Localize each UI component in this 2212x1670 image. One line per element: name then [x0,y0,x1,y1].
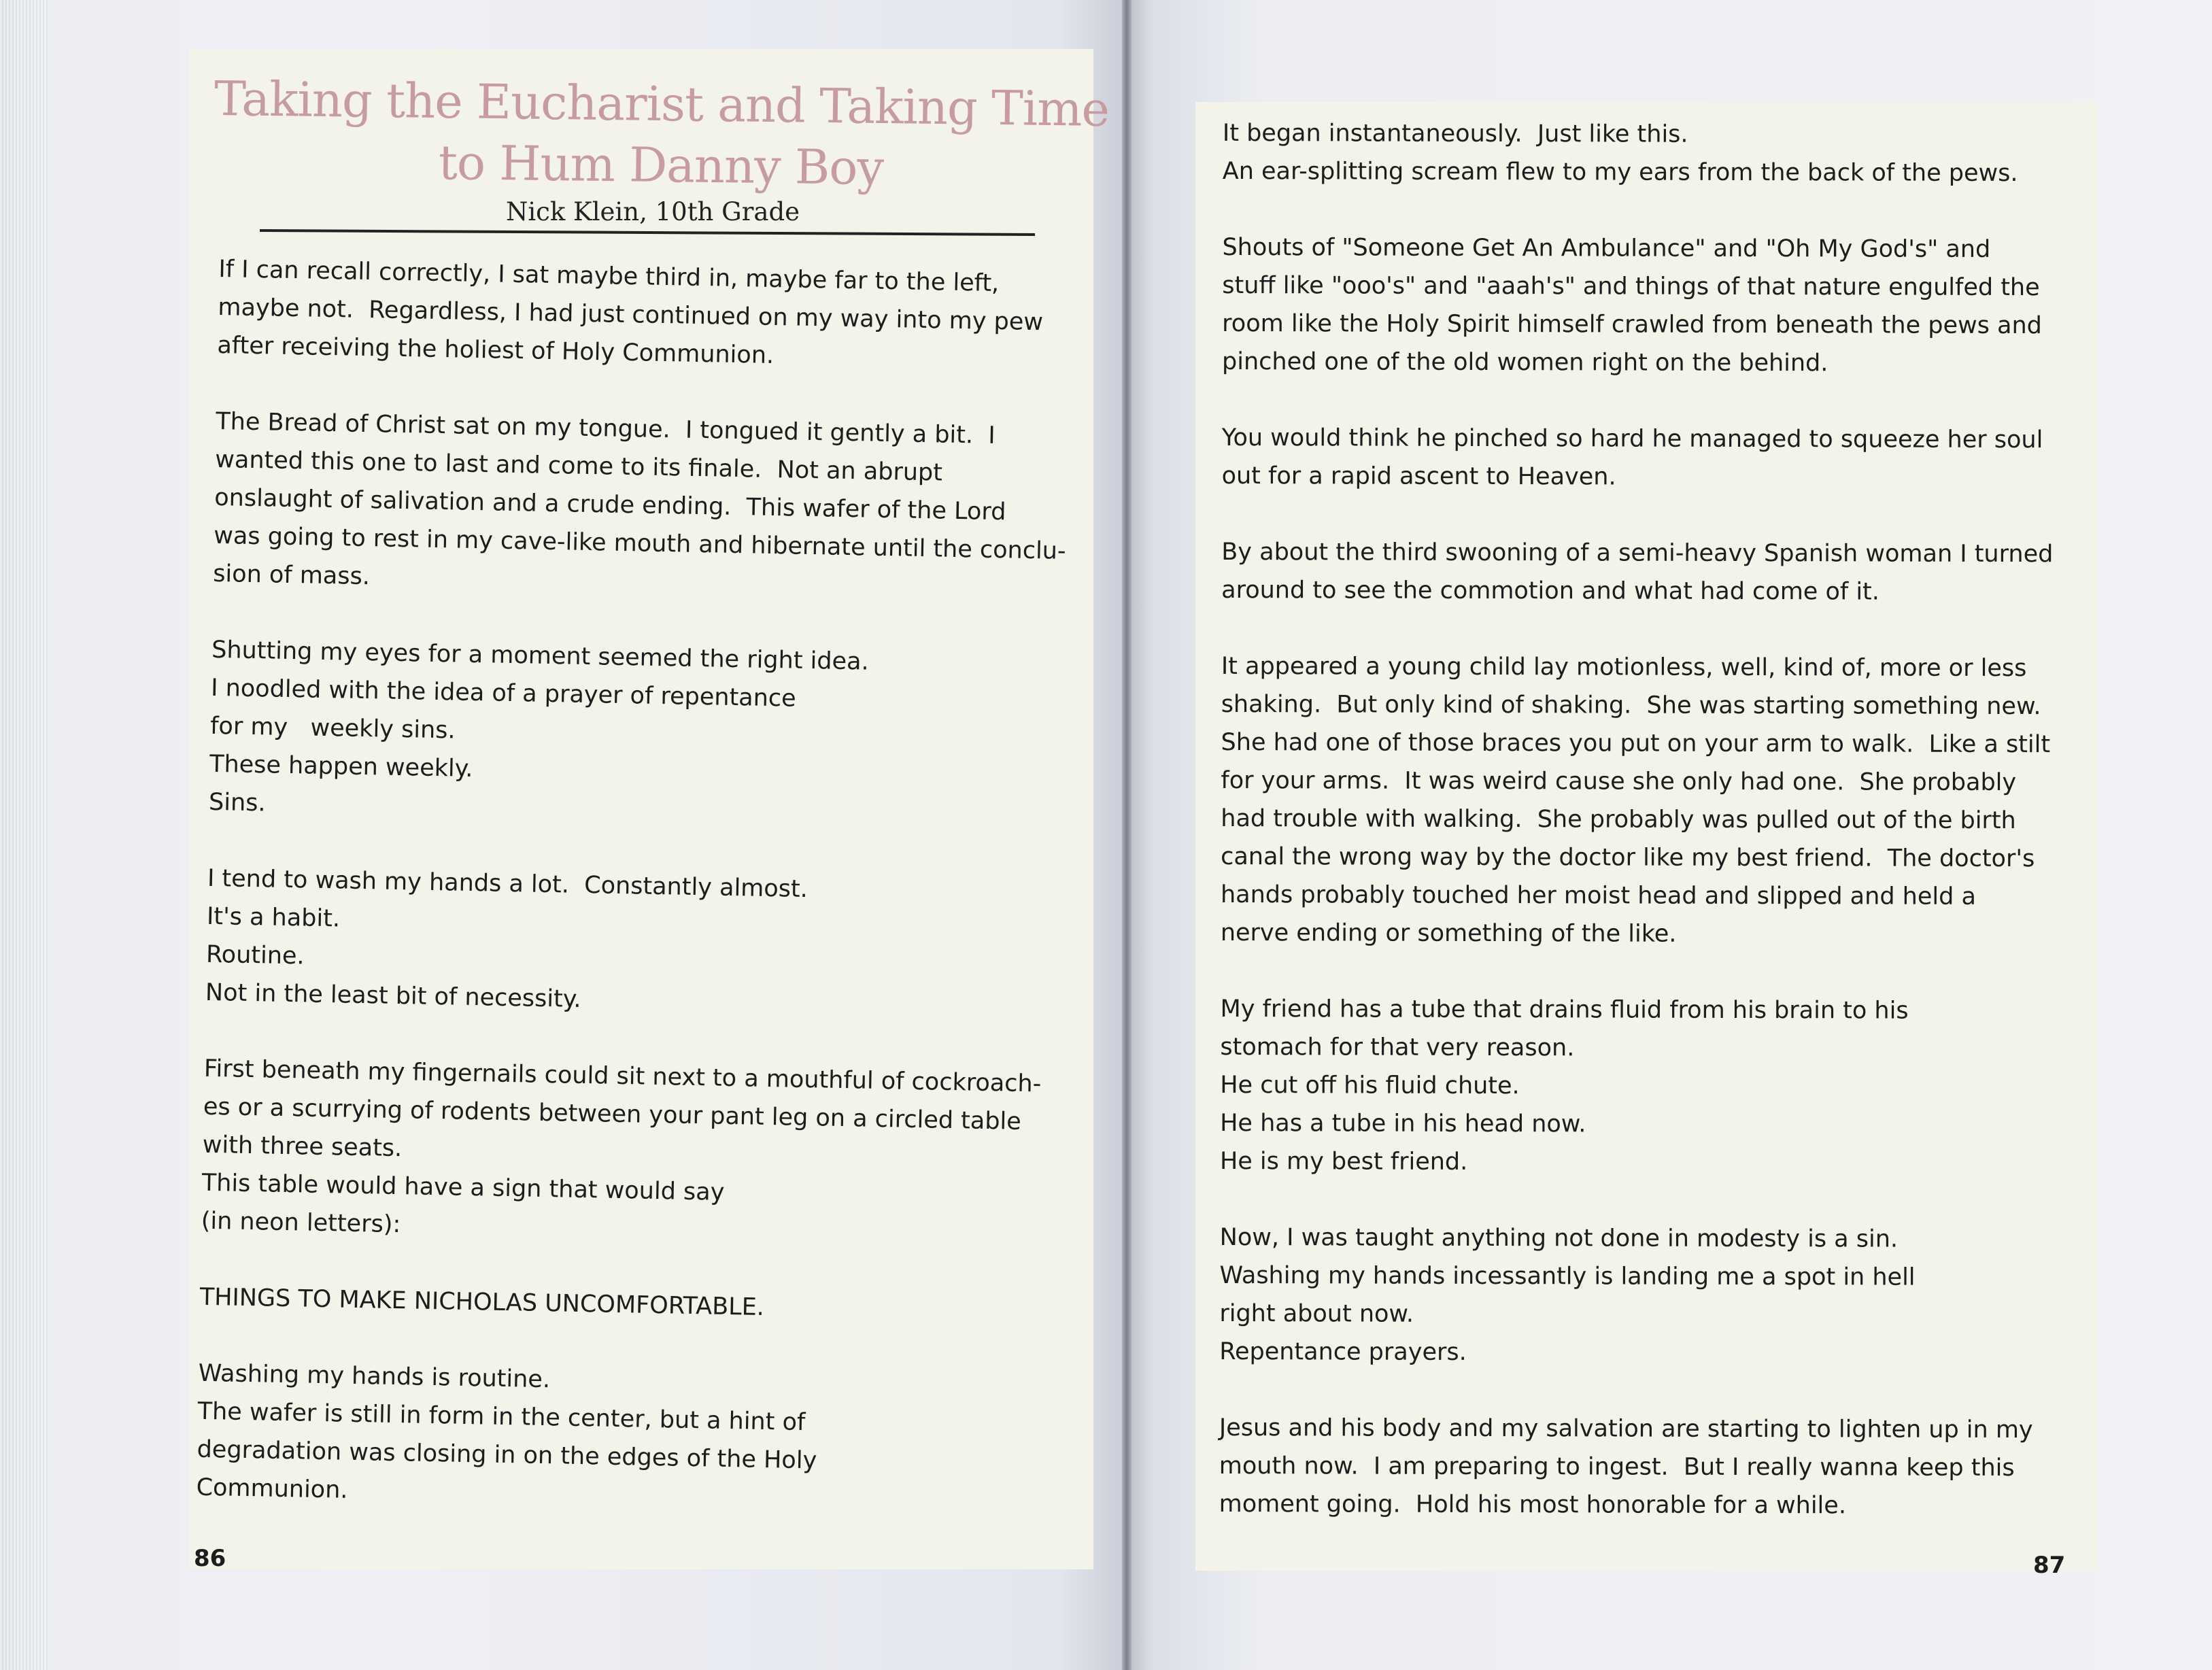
text-line: These happen weekly. [209,750,473,783]
text-line: out for a rapid ascent to Heaven. [1221,462,1616,491]
text-line: By about the third swooning of a semi-heavy Spanish woman I turned [1221,538,2054,568]
paragraph [196,1354,1076,1523]
page-number-right: 87 [2033,1552,2066,1579]
text-line: es or a scurrying of rodents between your pant leg on a circled table [203,1093,1022,1136]
paragraph [1219,1409,2076,1525]
text-line: Sins. [208,788,266,817]
paragraph [1221,533,2078,611]
text-line: hands probably touched her moist head and slipped and held a [1220,881,1976,910]
text-line: moment going. Hold his most honorable for a while. [1219,1490,1847,1520]
text-line: with three seats. [202,1131,403,1163]
paragraph [199,1278,1077,1333]
text-line: was going to rest in my cave-like mouth and hibernate until the conclu- [213,522,1066,565]
paragraph [1220,990,2077,1182]
text-line: wanted this one to last and come to its finale. Not an abrupt [214,445,943,487]
text-line: Not in the least bit of necessity. [205,978,582,1013]
text-line: shaking. But only kind of shaking. She was starting something new. [1221,690,2041,721]
text-line: had trouble with walking. She probably was pulled out of the birth [1221,804,2016,835]
page-title [207,68,1116,201]
text-line: You would think he pinched so hard he managed to squeeze her soul [1221,424,2043,454]
text-line: mouth now. I am preparing to ingest. But I really wanna keep this [1219,1452,2015,1482]
text-line: It began instantaneously. Just like this. [1222,119,1688,148]
text-line: nerve ending or something of the like. [1220,919,1677,948]
text-line: She had one of those braces you put on your arm to walk. Like a stilt [1221,728,2051,759]
text-line: He has a tube in his head now. [1220,1109,1586,1138]
text-line: He cut off his fluid chute. [1220,1071,1520,1100]
text-line: Now, I was taught anything not done in modesty is a sin. [1219,1223,1899,1253]
text-line: It appeared a young child lay motionless, well, kind of, more or less [1221,652,2027,683]
page-number-left: 86 [194,1545,226,1572]
book-spine [1122,0,1131,1670]
text-line: First beneath my fingernails could sit next to a mouthful of cockroach- [203,1055,1042,1098]
author-byline: Nick Klein, 10th Grade [505,197,800,226]
text-line: pinched one of the old women right on the behind. [1221,347,1828,377]
text-line: If I can recall correctly, I sat maybe third in, maybe far to the left, [218,255,1000,298]
left-body-text [195,250,1096,1561]
text-line: Washing my hands incessantly is landing me a spot in hell [1219,1261,1916,1291]
text-line: He is my best friend. [1219,1147,1468,1176]
text-line: stomach for that very reason. [1220,1033,1575,1062]
paragraph [209,631,1089,838]
text-line: degradation was closing in on the edges of the Holy [197,1435,817,1475]
text-line: right about now. [1219,1299,1414,1328]
text-line: for my weekly sins. [209,712,456,745]
title-line-2: to Hum Danny Boy [438,135,884,196]
text-line: Washing my hands is routine. [198,1359,551,1394]
text-line: My friend has a tube that drains fluid from his brain to his [1220,995,1909,1025]
text-line: THINGS TO MAKE NICHOLAS UNCOMFORTABLE. [199,1283,765,1321]
text-line: The Bread of Christ sat on my tongue. I tongued it gently a bit. I [216,407,996,449]
text-line: (in neon letters): [201,1207,401,1239]
text-line: room like the Holy Spirit himself crawled from beneath the pews and [1222,309,2042,340]
text-line: stuff like "ooo's" and "aaah's" and things of that nature engulfed the [1222,271,2040,302]
paragraph [1219,1219,2077,1373]
text-line: sion of mass. [212,560,371,591]
paragraph [213,403,1093,609]
text-line: Jesus and his body and my salvation are starting to lighten up in my [1219,1414,2033,1444]
text-line: for your arms. It was weird cause she only had one. She probably [1221,766,2017,797]
page-edge-stack [0,0,48,1670]
text-line: I noodled with the idea of a prayer of repentance [210,674,797,713]
text-line: onslaught of salivation and a crude ending. This wafer of the Lord [214,483,1006,526]
text-line: around to see the commotion and what had come of it. [1221,576,1879,606]
text-line: after receiving the holiest of Holy Communion. [217,331,775,369]
text-line: Shouts of "Someone Get An Ambulance" and "Oh My God's" and [1222,233,1991,263]
paragraph [217,250,1096,381]
right-body-text [1219,114,2079,1563]
text-line: I tend to wash my hands a lot. Constantly almost. [207,864,809,904]
text-line: Repentance prayers. [1219,1337,1467,1366]
text-line: Shutting my eyes for a moment seemed the right idea. [211,636,870,676]
text-line: The wafer is still in form in the center, but a hint of [197,1397,806,1437]
paragraph [1222,419,2079,497]
text-line: This table would have a sign that would say [201,1169,725,1206]
paragraph [205,859,1085,1028]
text-line: Communion. [196,1473,348,1504]
paragraph [201,1050,1081,1257]
paragraph [1223,114,2079,192]
text-line: An ear-splitting scream flew to my ears from the back of the pews. [1222,157,2018,188]
paragraph [1222,228,2079,383]
text-line: Routine. [205,940,305,970]
text-line: canal the wrong way by the doctor like my best friend. The doctor's [1221,842,2035,873]
title-line-1: Taking the Eucharist and Taking Time [214,70,1110,138]
paragraph [1221,647,2078,954]
text-line: maybe not. Regardless, I had just continued on my way into my pew [218,293,1044,337]
text-line: It's a habit. [206,902,341,933]
